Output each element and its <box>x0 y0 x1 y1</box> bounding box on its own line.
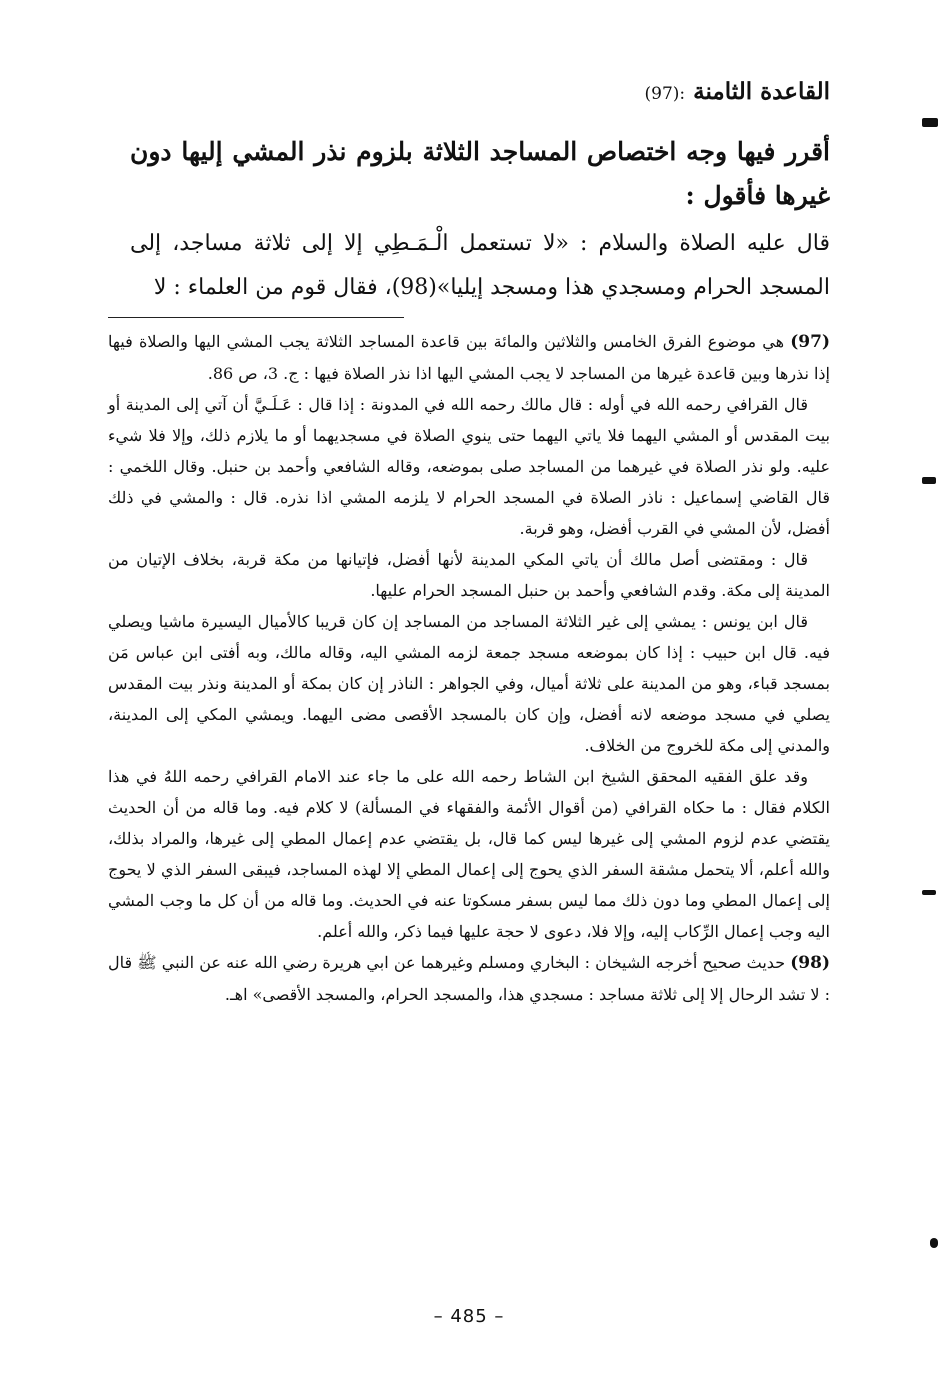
footnote-paragraph: قال ابن يونس : يمشي إلى غير الثلاثة المساجد من المساجد إن كان قريبا كالأميال اليسيرة ماشيا ويصلي فيه. قال ابن حبيب : إذا كان بموضعه مسجد جمعة لزمه المشي اليه، وقاله مالك، وبه أفتى ابن عباس مَن بمسجد قباء، وهو من المدينة على ثلاثة أميال، وفي الجواهر : الناذر إن كان بمكة أو المدينة ونذر بيت المقدس يصلي في مسجد موضعه لانه أفضل، وإن كان بالمسجد الأقصى مضى اليهما. ويمشي المكي إلى المدينة، والمدني إلى مكة للخروج من الخلاف. <box>108 612 830 755</box>
scan-margin-mark <box>922 118 938 127</box>
footnote-paragraph <box>108 326 830 389</box>
page-number: – 485 – <box>433 1306 505 1327</box>
intro-paragraph: أقرر فيها وجه اختصاص المساجد الثلاثة بلزوم نذر المشي إليها دون غيرها فأقول : <box>130 137 830 210</box>
scan-margin-mark <box>922 477 936 484</box>
footnote-paragraph: وقد علق الفقيه المحقق الشيخ ابن الشاط رحمه الله على ما جاء عند الامام القرافي رحمه اللهُ في هذا الكلام فقال : ما حكاه القرافي (من أقوال الأئمة والفقهاء في المسألة) لا كلام فيه. وما قاله من أن الحديث يقتضي عدم لزوم المشي إلى غيرها ليس كما قال، بل يقتضي عدم إعمال المطي إلى غيرها، والمراد بذلك، والله أعلم، ألا يتحمل مشقة السفر الذي يحوج إلى إعمال المطي إلا لهذه المساجد، فيبقى السفر الذي لا يحوج إلى إعمال المطي وما دون ذلك مما ليس بسفر مسكوتا عنه في الحديث. وما قاله من أن كل ما وجب المشي اليه وجب إعمال الرِّكاب إليه، وإلا فلا، دعوى لا حجة عليها فيما ذكر، والله أعلم. <box>108 767 831 941</box>
footnote-separator <box>108 317 404 318</box>
heading-title: القاعدة الثامنة <box>693 78 830 105</box>
footnote-text: هي موضوع الفرق الخامس والثلاثين والمائة بين قاعدة المساجد الثلاثة يجب المشي اليها والصلاة فيها إذا نذرها وبين قاعدة غيرها من المساجد لا يجب المشي اليها اذا نذر الصلاة فيها : ج. 3، ص 86. <box>108 332 830 383</box>
body-paragraph: قال عليه الصلاة والسلام : «لا تستعمل الْـمَـطِي إلا إلى ثلاثة مساجد، إلى المسجد الحرام ومسجدي هذا ومسجد إيليا»(98)، فقال قوم من العلماء : لا <box>130 231 830 300</box>
scan-margin-mark <box>930 1238 938 1248</box>
scan-margin-mark <box>922 890 936 895</box>
footnote-97 <box>108 326 830 947</box>
footnote-paragraph: قال : ومقتضى أصل مالك أن ياتي المكي المدينة لأنها أفضل، فإتيانها من مكة قربة، بخلاف الإتيان من المدينة إلى مكة. وقدم الشافعي وأحمد بن حنبل المسجد الحرام عليها. <box>108 550 830 600</box>
footnote-number: (97) <box>790 332 831 352</box>
section-heading <box>130 78 830 105</box>
footnote-text: حديث صحيح أخرجه الشيخان : البخاري ومسلم وغيرهما عن ابي هريرة رضي الله عنه عن النبي ﷺ قال : لا تشد الرحال إلا إلى ثلاثة مساجد : مسجدي هذا، والمسجد الحرام، والمسجد الأقصى» اهـ. <box>108 953 830 1004</box>
footnote-number: (98) <box>790 953 830 973</box>
footnotes <box>108 326 830 1010</box>
footnote-paragraph: قال القرافي رحمه الله في أوله : قال مالك رحمه الله في المدونة : إذا قال : عَـلَـيَّ أن آتي إلى المدينة أو بيت المقدس أو المشي اليهما فلا ياتي اليهما حتى ينوي الصلاة في مسجديهما أو ما يلازم ذلك، وإلا فلا شيء عليه. ولو نذر الصلاة في غيرهما من المساجد صلى بموضعه، وقاله الشافعي وأحمد بن حنبل. وقال اللخمي : قال القاضي إسماعيل : ناذر الصلاة في المسجد الحرام لا يلزمه المشي اذا نذره. قال : والمشي في ذلك أفضل، لأن المشي في القرب أفضل، وهو قربة. <box>108 395 831 538</box>
footnote-98 <box>108 947 830 1010</box>
heading-footnote-ref: :(97) <box>644 84 686 104</box>
footnote-paragraph <box>108 947 830 1010</box>
